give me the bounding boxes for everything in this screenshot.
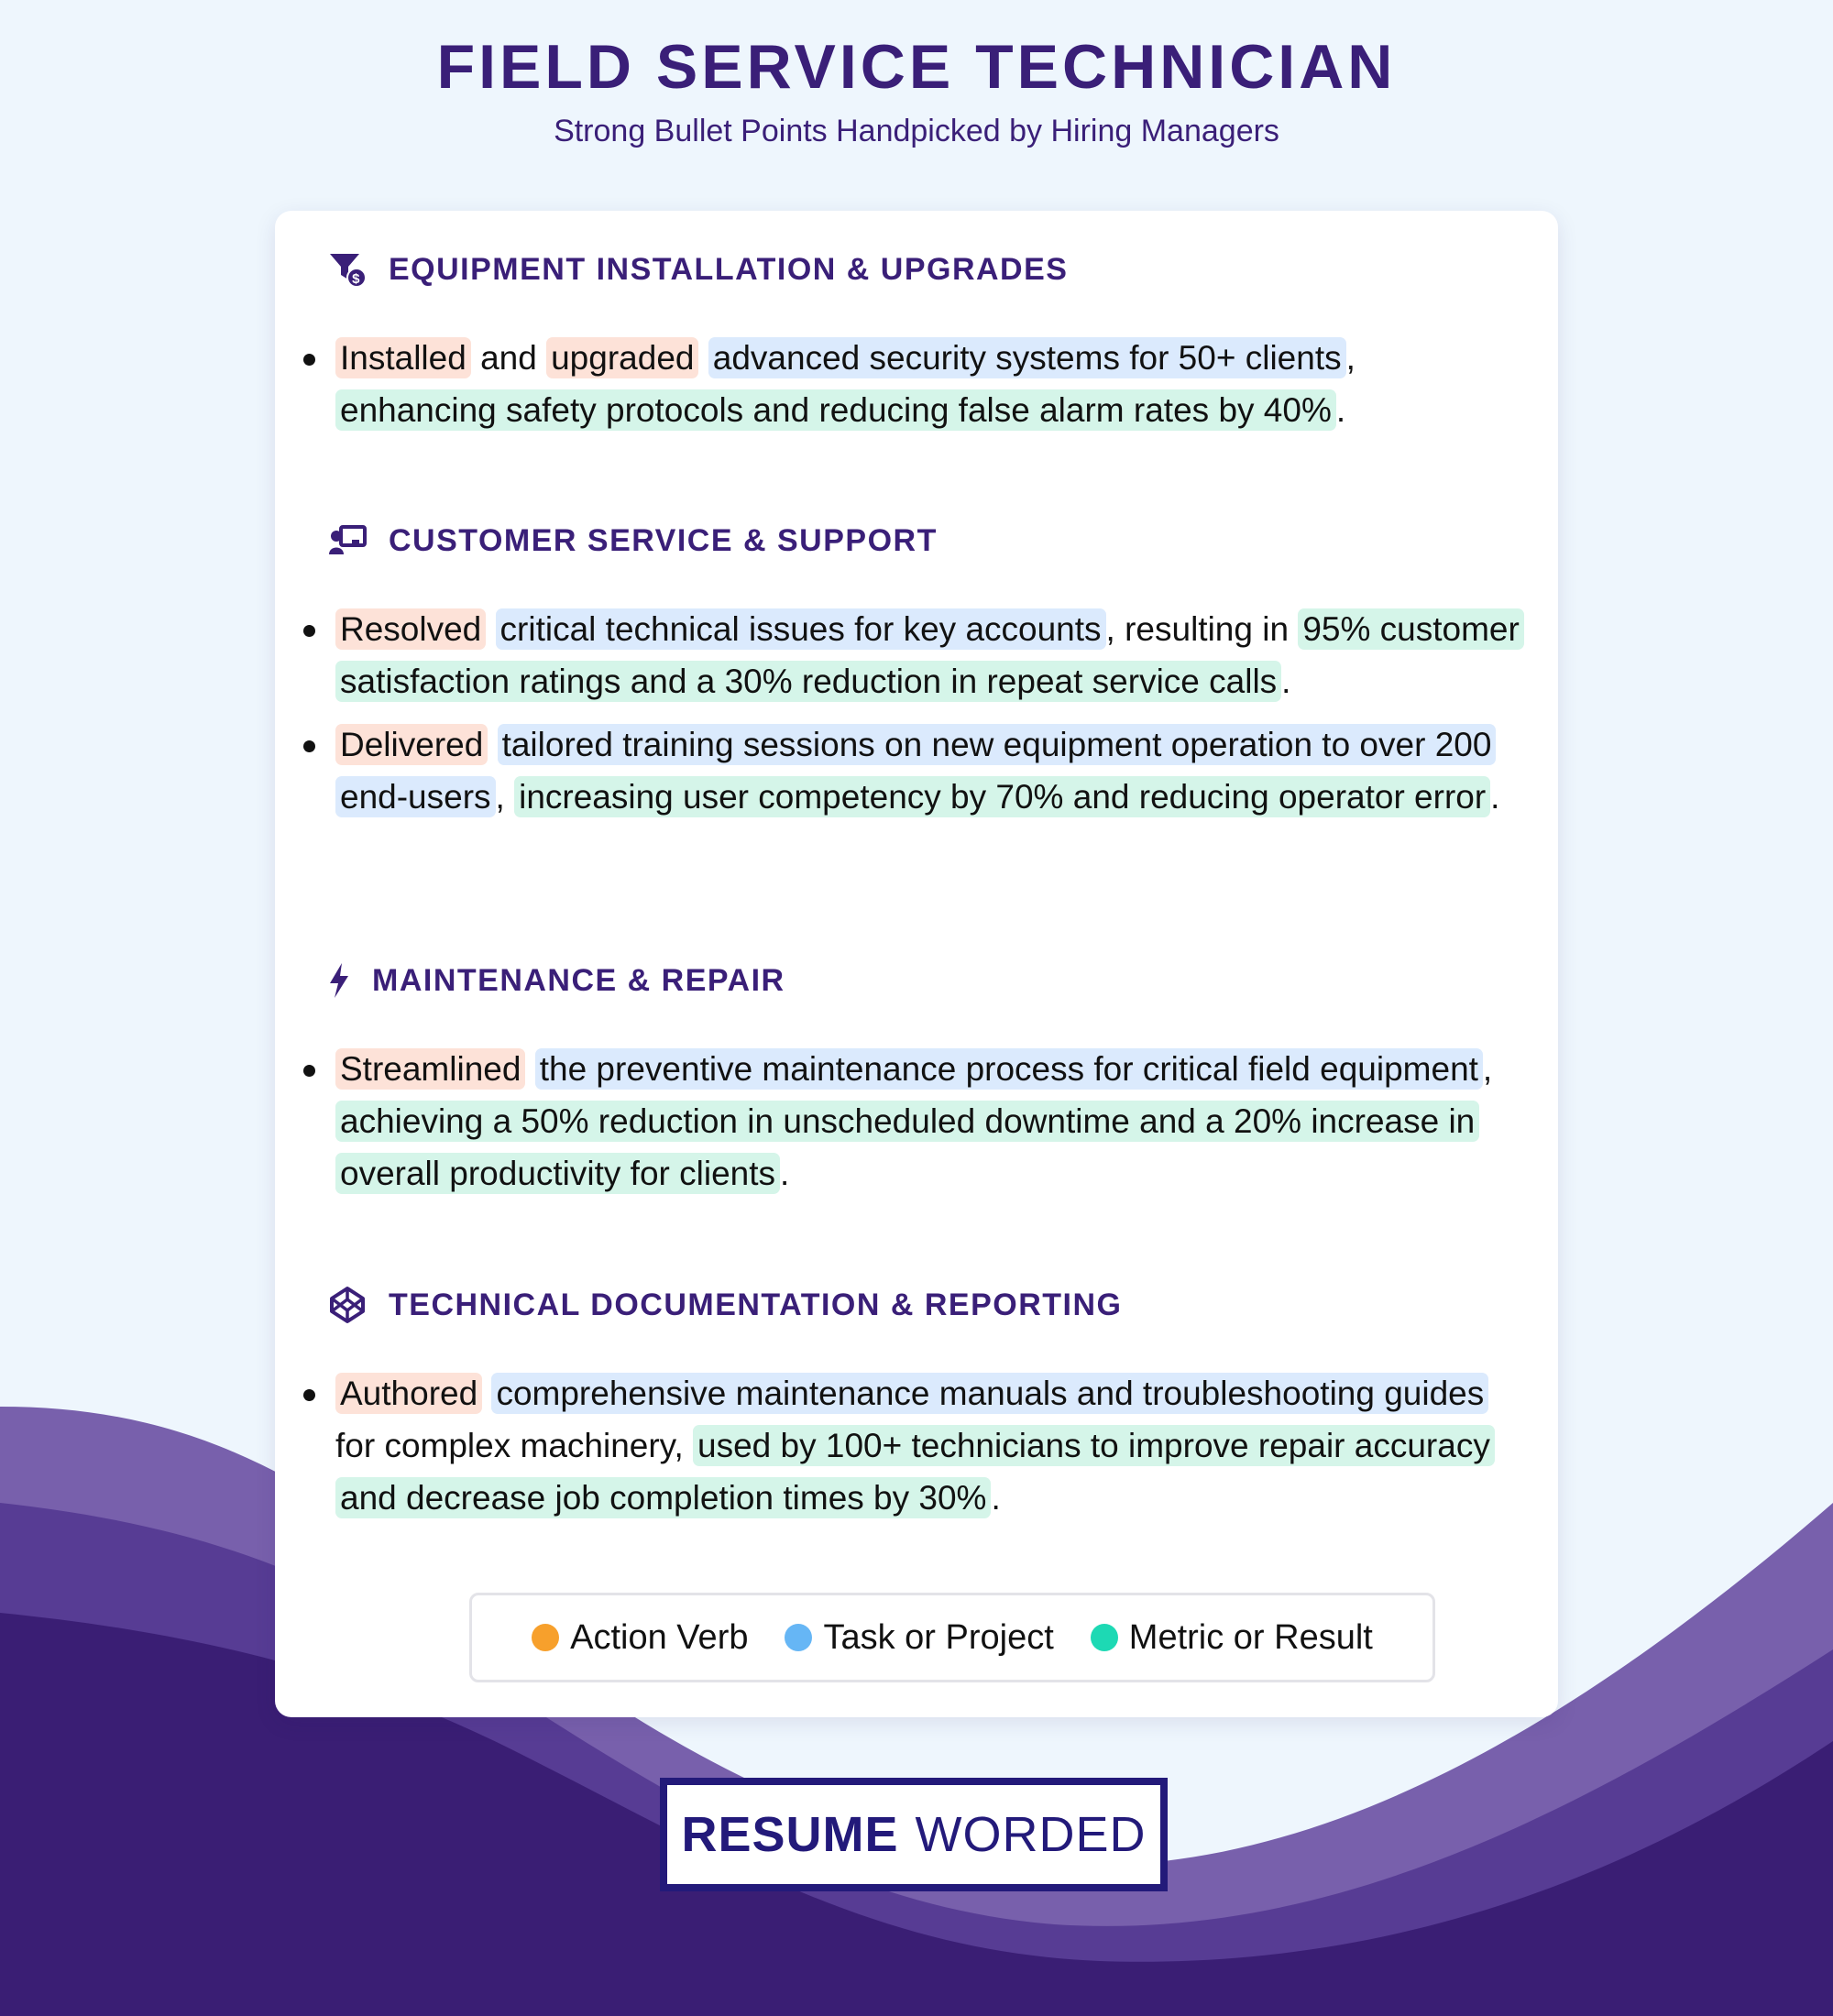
legend-item-metric	[1091, 1618, 1373, 1658]
metric-phrase: 95% customer satisfaction ratings and a 30% reduction in repeat service calls	[335, 608, 1524, 702]
legend-label: Metric or Result	[1128, 1617, 1373, 1657]
bullet-list	[275, 603, 1558, 834]
action-verb: Streamlined	[335, 1048, 525, 1090]
task-phrase: the preventive maintenance process for critical field equipment	[535, 1048, 1483, 1090]
section-heading	[328, 519, 938, 563]
section-title: CUSTOMER SERVICE & SUPPORT	[389, 522, 938, 558]
legend-label: Task or Project	[823, 1617, 1054, 1657]
bullet-item	[275, 718, 1558, 823]
plain-text	[698, 339, 708, 377]
task-phrase: advanced security systems for 50+ clients	[708, 337, 1346, 378]
logo-bold-text: RESUME	[681, 1807, 899, 1862]
page-subtitle: Strong Bullet Points Handpicked by Hiring Managers	[554, 114, 1279, 148]
action-verb: Authored	[335, 1373, 482, 1414]
legend-dot-task	[785, 1624, 812, 1651]
legend-dot-action	[532, 1624, 559, 1651]
action-verb: Delivered	[335, 724, 488, 765]
plain-text: .	[1281, 663, 1291, 700]
bullet-list	[275, 1367, 1558, 1535]
chalkboard-user-icon	[328, 521, 367, 560]
bullet-item	[275, 603, 1558, 707]
metric-phrase: increasing user competency by 70% and reducing operator error	[514, 776, 1490, 817]
bullet-item	[275, 332, 1558, 436]
plain-text: ,	[495, 778, 515, 816]
bullet-list	[275, 1043, 1558, 1211]
plain-text: and	[470, 339, 547, 377]
plain-text	[486, 610, 495, 648]
task-phrase: tailored training sessions on new equipment operation to over 200 end-users	[335, 724, 1496, 817]
plain-text: ,	[1345, 339, 1356, 377]
legend-item-action	[532, 1618, 748, 1658]
section-title: EQUIPMENT INSTALLATION & UPGRADES	[389, 251, 1069, 287]
bullet-item	[275, 1367, 1558, 1524]
plain-text	[525, 1050, 534, 1088]
legend-label: Action Verb	[570, 1617, 749, 1657]
logo-light-text: WORDED	[915, 1807, 1147, 1862]
plain-text: .	[1335, 391, 1346, 429]
legend-dot-metric	[1091, 1624, 1118, 1651]
metric-phrase: enhancing safety protocols and reducing false alarm rates by 40%	[335, 389, 1336, 431]
bullet-item	[275, 1043, 1558, 1200]
page-title: FIELD SERVICE TECHNICIAN	[436, 32, 1397, 102]
plain-text	[488, 726, 497, 763]
task-phrase: critical technical issues for key accounts	[496, 608, 1106, 650]
highlight-legend	[469, 1593, 1435, 1682]
task-phrase: comprehensive maintenance manuals and troubleshooting guides	[491, 1373, 1488, 1414]
plain-text: .	[1490, 778, 1500, 816]
action-verb: Installed	[335, 337, 471, 378]
section-heading	[328, 1283, 1122, 1327]
plain-text	[482, 1375, 491, 1412]
plain-text: .	[991, 1479, 1001, 1517]
resume-worded-logo[interactable]	[660, 1778, 1168, 1891]
metric-phrase: used by 100+ technicians to improve repair accuracy and decrease job completion times by 30%	[335, 1425, 1495, 1518]
plain-text: for complex machinery,	[335, 1427, 693, 1464]
lightning-bolt-icon	[328, 961, 350, 1000]
bullet-list	[275, 332, 1558, 447]
plain-text: , resulting in	[1105, 610, 1299, 648]
svg-text:$: $	[352, 271, 361, 287]
legend-item-task	[785, 1618, 1053, 1658]
funnel-dollar-icon	[328, 250, 367, 289]
action-verb: upgraded	[546, 337, 698, 378]
plain-text: .	[780, 1155, 790, 1192]
codepen-cube-icon	[328, 1286, 367, 1324]
section-heading	[328, 959, 785, 1003]
action-verb: Resolved	[335, 608, 486, 650]
plain-text: ,	[1482, 1050, 1493, 1088]
metric-phrase: achieving a 50% reduction in unscheduled downtime and a 20% increase in overall productivity for clients	[335, 1101, 1479, 1194]
section-title: TECHNICAL DOCUMENTATION & REPORTING	[389, 1287, 1123, 1322]
section-heading	[328, 247, 1068, 291]
section-title: MAINTENANCE & REPAIR	[372, 962, 785, 998]
bullet-card	[275, 211, 1558, 1717]
